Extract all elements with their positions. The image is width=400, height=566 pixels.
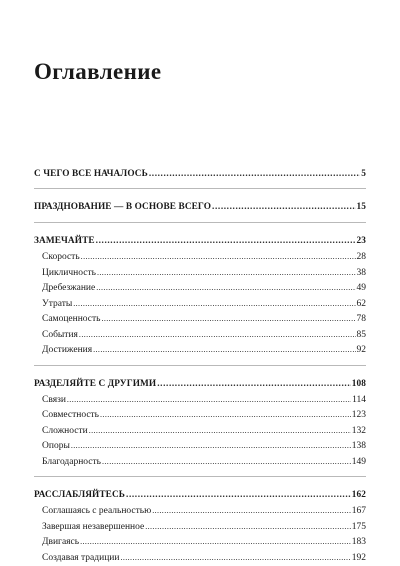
page-title: Оглавление — [34, 59, 162, 84]
dot-leader — [212, 199, 355, 215]
dot-leader — [79, 327, 356, 343]
toc-heading-entry[interactable] — [34, 199, 366, 215]
toc-page-number: 92 — [356, 345, 366, 355]
toc-subentry-title: События — [42, 329, 78, 340]
toc-heading-title: ПРАЗДНОВАНИЕ — В ОСНОВЕ ВСЕГО — [34, 202, 212, 212]
toc-subentry[interactable] — [34, 454, 366, 470]
dot-leader — [101, 311, 355, 327]
toc-heading-entry[interactable] — [34, 233, 366, 249]
toc-section — [34, 189, 366, 223]
toc-section — [34, 158, 366, 189]
dot-leader — [157, 376, 351, 392]
dot-leader — [93, 342, 355, 358]
toc-page-number: 114 — [352, 394, 366, 405]
toc-section — [34, 223, 366, 366]
dot-leader — [67, 392, 351, 408]
dot-leader — [120, 550, 350, 566]
dot-leader — [81, 249, 356, 265]
dot-leader — [80, 534, 351, 550]
toc-subentry-title: Самоценность — [42, 314, 101, 324]
toc-page-number: 175 — [351, 521, 366, 532]
toc-subentry[interactable] — [34, 327, 366, 343]
toc-subentry[interactable] — [34, 280, 366, 296]
toc-subentry-title: Цикличность — [42, 267, 96, 278]
dot-leader — [100, 407, 351, 423]
toc-page-number: 138 — [351, 441, 366, 451]
toc-heading-title: РАЗДЕЛЯЙТЕ С ДРУГИМИ — [34, 378, 157, 389]
toc-subentry-title: Создавая традиции — [42, 552, 120, 563]
table-of-contents — [34, 158, 366, 565]
toc-page-number: 192 — [351, 552, 366, 563]
toc-page-number: 167 — [351, 506, 366, 516]
toc-subentry-title: Соглашаясь с реальностью — [42, 506, 152, 516]
toc-subentry[interactable] — [34, 311, 366, 327]
toc-heading-entry[interactable] — [34, 487, 366, 503]
toc-subentry[interactable] — [34, 519, 366, 535]
dot-leader — [149, 166, 360, 182]
toc-subentry[interactable] — [34, 407, 366, 423]
toc-subentry[interactable] — [34, 392, 366, 408]
toc-subentry-title: Достижения — [42, 345, 93, 355]
toc-heading-entry[interactable] — [34, 376, 366, 392]
dot-leader — [73, 296, 355, 312]
dot-leader — [126, 487, 351, 503]
toc-page-number: 62 — [356, 298, 366, 309]
toc-subentry-title: Скорость — [42, 252, 80, 262]
toc-page-number: 49 — [356, 283, 366, 293]
toc-subentry[interactable] — [34, 534, 366, 550]
toc-subentry[interactable] — [34, 503, 366, 519]
toc-page-number: 85 — [356, 329, 366, 340]
toc-subentry-title: Завершая незавершенное — [42, 521, 145, 532]
toc-subentry-title: Сложности — [42, 425, 88, 436]
toc-page-number: 78 — [356, 314, 366, 324]
toc-subentry-title: Двигаясь — [42, 537, 80, 547]
toc-section — [34, 366, 366, 478]
toc-page-number: 183 — [351, 537, 366, 547]
toc-subentry[interactable] — [34, 550, 366, 566]
dot-leader — [96, 280, 355, 296]
toc-subentry[interactable] — [34, 438, 366, 454]
toc-section — [34, 477, 366, 565]
toc-page-number: 38 — [356, 267, 366, 278]
toc-subentry[interactable] — [34, 265, 366, 281]
dot-leader — [71, 438, 351, 454]
toc-subentry[interactable] — [34, 249, 366, 265]
toc-subentry-title: Связи — [42, 394, 66, 405]
dot-leader — [145, 519, 351, 535]
toc-page-number: 108 — [351, 378, 366, 389]
toc-page-number: 123 — [351, 410, 366, 420]
toc-page-number: 5 — [361, 169, 366, 179]
toc-heading-entry[interactable] — [34, 166, 366, 182]
toc-subentry[interactable] — [34, 342, 366, 358]
dot-leader — [97, 265, 356, 281]
toc-subentry[interactable] — [34, 423, 366, 439]
toc-subentry-title: Благодарность — [42, 456, 101, 467]
toc-heading-title: ЗАМЕЧАЙТЕ — [34, 236, 95, 246]
dot-leader — [152, 503, 351, 519]
toc-subentry-title: Дребезжание — [42, 283, 96, 293]
toc-heading-title: С ЧЕГО ВСЕ НАЧАЛОСЬ — [34, 169, 148, 179]
toc-subentry-title: Утраты — [42, 298, 73, 309]
toc-subentry-title: Опоры — [42, 441, 70, 451]
toc-heading-title: РАССЛАБЛЯЙТЕСЬ — [34, 490, 126, 500]
dot-leader — [102, 454, 351, 470]
toc-page-number: 162 — [351, 490, 366, 500]
toc-subentry[interactable] — [34, 296, 366, 312]
toc-page-number: 28 — [356, 252, 366, 262]
toc-page-number: 132 — [351, 425, 366, 436]
dot-leader — [96, 233, 356, 249]
toc-page-number: 15 — [356, 202, 366, 212]
toc-page-number: 23 — [356, 236, 366, 246]
toc-subentry-title: Совместность — [42, 410, 100, 420]
dot-leader — [89, 423, 351, 439]
toc-page-number: 149 — [351, 456, 366, 467]
